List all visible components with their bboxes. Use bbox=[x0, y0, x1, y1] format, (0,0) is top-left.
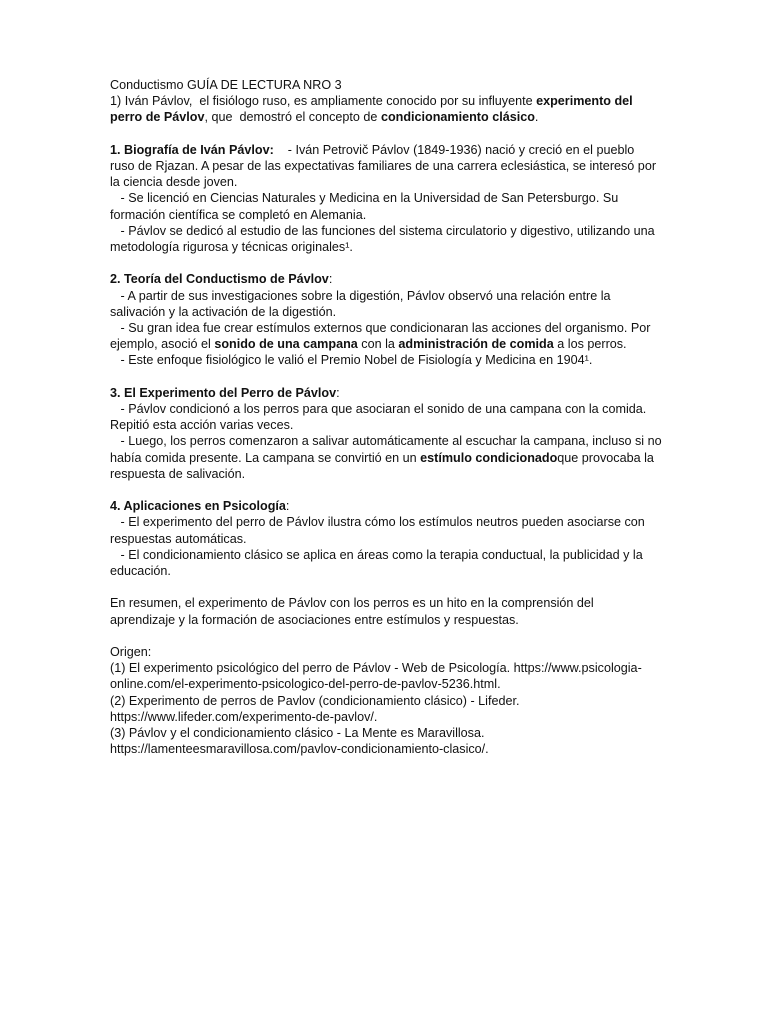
section-2-heading-colon: : bbox=[328, 272, 333, 287]
spacer bbox=[110, 126, 662, 142]
section-1-paragraph bbox=[110, 142, 662, 191]
spacer bbox=[110, 482, 662, 498]
summary-paragraph: En resumen, el experimento de Pávlov con los perros es un hito en la comprensión del aprendizaje y la formación de asociaciones entre estímulos y respuestas. bbox=[110, 596, 598, 627]
source-1: (1) El experimento psicológico del perro de Pávlov - Web de Psicología. https://www.psicologia-online.com/el-experimento-psicologico-del-perro-de-pavlov-5236.html. bbox=[110, 661, 642, 692]
section-4-heading: 4. Aplicaciones en Psicología bbox=[110, 499, 286, 514]
intro-bold-experiment: experimento del perro de Pávlov bbox=[110, 94, 637, 125]
spacer bbox=[110, 628, 662, 644]
section-2-text-b1: - Su gran idea fue crear estímulos externos que condicionaran las acciones del organismo. Por ejemplo, asoció el bbox=[110, 321, 654, 352]
section-3-text-b1: - Luego, los perros comenzaron a salivar automáticamente al escuchar la campana, incluso si no había comida presente. La campana se convirtió en un bbox=[110, 434, 666, 465]
spacer bbox=[110, 579, 662, 595]
intro-text: 1) Iván Pávlov, el fisiólogo ruso, es ampliamente conocido por su influyente bbox=[110, 94, 537, 109]
section-3-text-b3: que provocaba la respuesta de salivación. bbox=[110, 450, 658, 481]
document-page bbox=[110, 77, 666, 757]
section-3-text-b bbox=[110, 433, 666, 482]
section-3-text-a: - Pávlov condicionó a los perros para que asociaran el sonido de una campana con la comida. Repitió esta acción varias veces. bbox=[110, 402, 650, 433]
section-1-text-c: - Pávlov se dedicó al estudio de las funciones del sistema circulatorio y digestivo, utilizando una metodología rigurosa y técnicas originales¹. bbox=[110, 223, 659, 255]
section-1-text-b: - Se licenció en Ciencias Naturales y Medicina en la Universidad de San Petersburgo. Su formación científica se completó en Alemania. bbox=[110, 191, 622, 222]
section-2-bold-food: administración de comida bbox=[398, 337, 554, 352]
section-2-heading: 2. Teoría del Conductismo de Pávlov bbox=[110, 272, 329, 287]
section-4-text-a: - El experimento del perro de Pávlov ilustra cómo los estímulos neutros pueden asociarse con respuestas automáticas. bbox=[110, 515, 649, 546]
section-2-text-a: - A partir de sus investigaciones sobre la digestión, Pávlov observó una relación entre la salivación y la activación de la digestión. bbox=[110, 288, 615, 319]
intro-text-2: , que demostró el concepto de bbox=[204, 110, 381, 125]
section-2-text-b3: con la bbox=[357, 337, 399, 352]
section-3-bold-stimulus: estímulo condicionado bbox=[420, 450, 558, 465]
section-2-heading-line bbox=[110, 271, 662, 287]
section-2-bold-bell: sonido de una campana bbox=[214, 337, 358, 352]
source-2: (2) Experimento de perros de Pavlov (condicionamiento clásico) - Lifeder. https://www.lifeder.com/experimento-de-pavlov/. bbox=[110, 693, 523, 724]
section-3-heading: 3. El Experimento del Perro de Pávlov bbox=[110, 385, 337, 400]
intro-paragraph bbox=[110, 93, 662, 125]
section-1-text-a: - Iván Petrovič Pávlov (1849-1936) nació y creció en el pueblo ruso de Rjazan. A pesar de las expectativas familiares de una carrera eclesiástica, se interesó por la ciencia desde joven. bbox=[110, 142, 660, 190]
section-4-text-b: - El condicionamiento clásico se aplica en áreas como la terapia conductual, la publicidad y la educación. bbox=[110, 547, 647, 579]
document-title: Conductismo GUÍA DE LECTURA NRO 3 bbox=[110, 78, 342, 92]
section-1-heading: 1. Biografía de Iván Pávlov: bbox=[110, 142, 274, 157]
section-4-heading-line bbox=[110, 498, 662, 514]
intro-bold-conditioning: condicionamiento clásico bbox=[380, 110, 535, 125]
spacer bbox=[110, 255, 662, 271]
section-3-heading-line bbox=[110, 385, 662, 401]
section-4-heading-colon: : bbox=[285, 499, 290, 514]
sources-label: Origen: bbox=[110, 645, 152, 660]
section-3-heading-colon: : bbox=[336, 385, 340, 400]
section-2-text-c: - Este enfoque fisiológico le valió el Premio Nobel de Fisiología y Medicina en 1904¹. bbox=[110, 353, 593, 368]
source-3: (3) Pávlov y el condicionamiento clásico - La Mente es Maravillosa. https://lamenteesmaravillosa.com/pavlov-condicionamiento-clasico/. bbox=[110, 726, 489, 757]
intro-text-3: . bbox=[534, 110, 539, 125]
section-2-text-b5: a los perros. bbox=[553, 337, 627, 352]
spacer bbox=[110, 369, 662, 385]
section-2-text-b bbox=[110, 320, 662, 352]
